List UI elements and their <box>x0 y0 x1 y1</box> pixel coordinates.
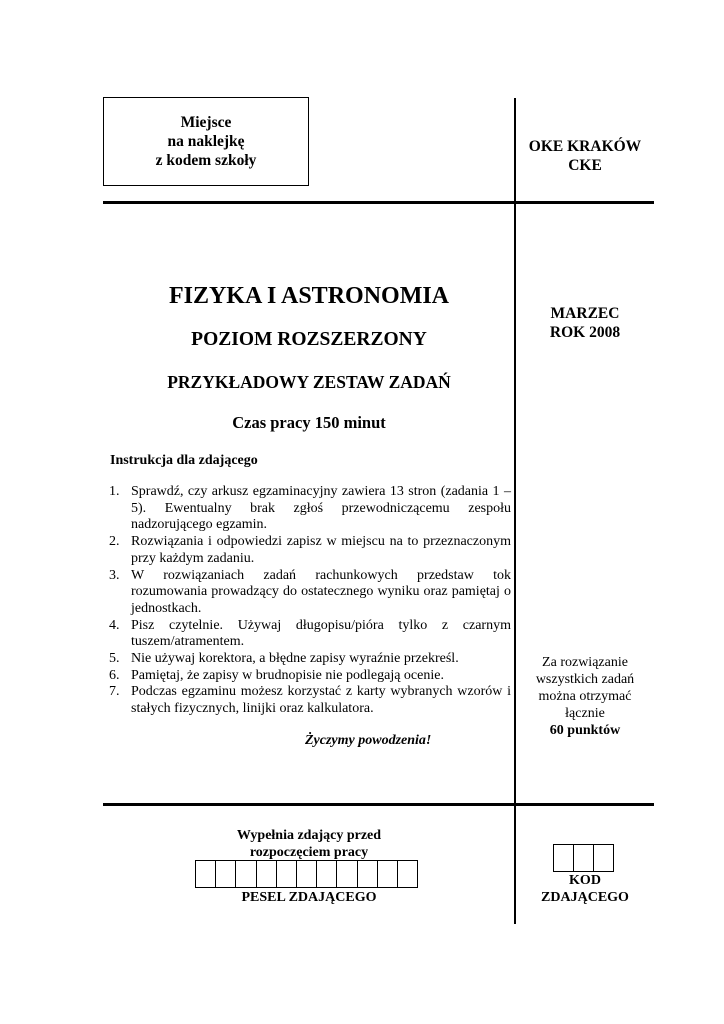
instruction-number: 4. <box>109 617 120 633</box>
pesel-digit-cell[interactable] <box>235 860 256 888</box>
good-luck-text: Życzymy powodzenia! <box>305 733 432 748</box>
sticker-line-1: Miejsce <box>180 114 232 131</box>
exam-date <box>516 304 654 342</box>
kod-label-line-2: ZDAJĄCEGO <box>541 890 629 905</box>
instruction-item <box>109 534 511 567</box>
points-info <box>516 654 654 739</box>
points-line-1: Za rozwiązanie <box>542 655 628 670</box>
kod-label <box>516 872 654 906</box>
kod-digit-cell[interactable] <box>553 844 574 872</box>
sticker-line-2: na naklejkę <box>167 133 245 150</box>
pesel-digit-cell[interactable] <box>377 860 398 888</box>
instruction-item <box>109 668 511 685</box>
instruction-number: 1. <box>109 484 120 499</box>
issuer-block <box>516 137 654 175</box>
instruction-number: 6. <box>109 667 120 683</box>
instruction-number: 3. <box>109 567 120 583</box>
issuer-line-2: CKE <box>568 157 602 174</box>
pesel-digit-cell[interactable] <box>336 860 357 888</box>
instruction-item <box>109 618 511 651</box>
kod-digit-cell[interactable] <box>593 844 614 872</box>
fill-note-line-2: rozpoczęciem pracy <box>249 845 369 860</box>
exam-year: ROK 2008 <box>549 324 621 341</box>
fill-note <box>195 827 423 861</box>
instruction-text: W rozwiązaniach zadań rachunkowych przedstaw tok rozumowania prowadzący do ostatecznego wyniku oraz pamiętaj o jednostkach. <box>131 567 511 616</box>
pesel-digit-cell[interactable] <box>256 860 277 888</box>
pesel-digit-cell[interactable] <box>296 860 317 888</box>
pesel-digit-cell[interactable] <box>276 860 297 888</box>
vertical-divider <box>514 98 516 924</box>
instructions-list <box>109 484 511 718</box>
issuer-line-1: OKE KRAKÓW <box>528 138 642 155</box>
exam-time: Czas pracy 150 minut <box>232 413 386 432</box>
fill-note-line-1: Wypełnia zdający przed <box>236 828 382 843</box>
instruction-text: Rozwiązania i odpowiedzi zapisz w miejscu na to przeznaczonym przy każdym zadaniu. <box>131 534 511 566</box>
pesel-input[interactable] <box>196 860 418 888</box>
kod-label-line-1: KOD <box>569 873 601 888</box>
exam-level: POZIOM ROZSZERZONY <box>191 329 427 350</box>
pesel-digit-cell[interactable] <box>316 860 337 888</box>
instructions-heading: Instrukcja dla zdającego <box>110 453 258 468</box>
exam-set: PRZYKŁADOWY ZESTAW ZADAŃ <box>167 372 451 392</box>
page-title: FIZYKA I ASTRONOMIA <box>168 283 450 309</box>
instruction-number: 2. <box>109 534 120 550</box>
pesel-label: PESEL ZDAJĄCEGO <box>241 890 377 905</box>
points-total: 60 punktów <box>549 723 621 738</box>
instruction-text: Sprawdź, czy arkusz egzaminacyjny zawiera 13 stron (zadania 1 – 5). Ewentualny brak zgłoś przewodniczącemu zespołu nadzorującego egzamin. <box>131 484 511 533</box>
pesel-digit-cell[interactable] <box>357 860 378 888</box>
instruction-item <box>109 651 511 668</box>
instruction-text: Pisz czytelnie. Używaj długopisu/pióra tylko z czarnym tuszem/atramentem. <box>131 617 511 650</box>
instruction-text: Nie używaj korektora, a błędne zapisy wyraźnie przekreśl. <box>131 651 459 667</box>
kod-digit-cell[interactable] <box>573 844 594 872</box>
instruction-number: 5. <box>109 651 120 667</box>
exam-month: MARZEC <box>550 305 620 322</box>
instruction-item <box>109 568 511 618</box>
instruction-number: 7. <box>109 684 120 700</box>
points-line-3: można otrzymać <box>538 689 632 704</box>
pesel-digit-cell[interactable] <box>397 860 418 888</box>
instruction-text: Pamiętaj, że zapisy w brudnopisie nie podlegają ocenie. <box>131 667 444 683</box>
instruction-item <box>109 684 511 717</box>
sticker-line-3: z kodem szkoły <box>155 152 257 169</box>
instruction-text: Podczas egzaminu możesz korzystać z karty wybranych wzorów i stałych fizycznych, linijki oraz kalkulatora. <box>131 684 511 717</box>
points-line-4: łącznie <box>565 706 605 721</box>
pesel-digit-cell[interactable] <box>195 860 216 888</box>
points-line-2: wszystkich zadań <box>535 672 635 687</box>
kod-input[interactable] <box>554 844 614 872</box>
instruction-item <box>109 484 511 534</box>
pesel-digit-cell[interactable] <box>215 860 236 888</box>
top-divider <box>103 201 654 204</box>
bottom-divider <box>103 803 654 806</box>
sticker-box <box>103 97 309 186</box>
